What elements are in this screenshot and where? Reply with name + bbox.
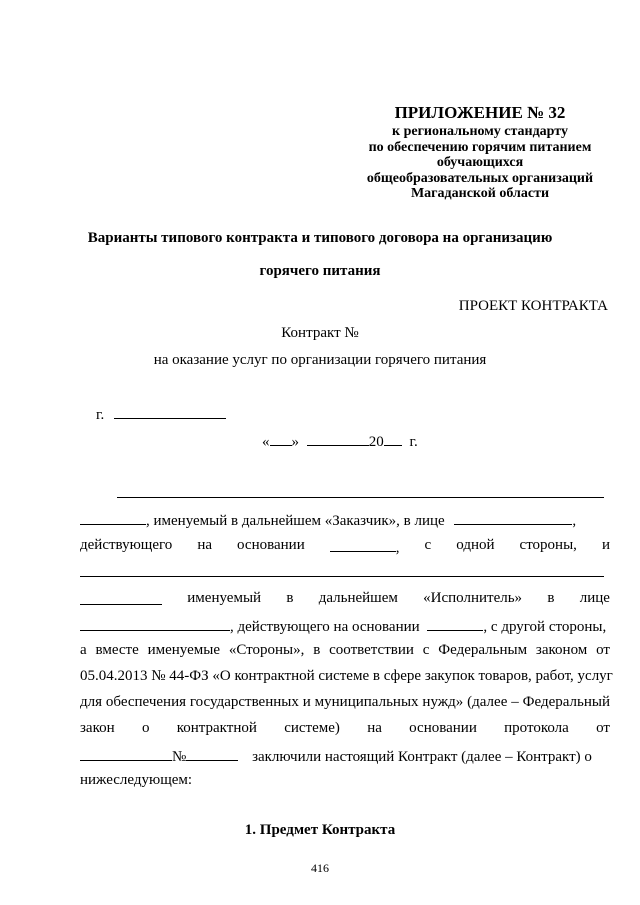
word: в (286, 590, 294, 606)
date-line (262, 431, 418, 451)
word: , (395, 540, 400, 556)
city-blank (114, 404, 226, 419)
body-line-1 (80, 510, 576, 530)
word: в (547, 590, 555, 606)
body-line-3 (80, 590, 610, 607)
draft-label: ПРОЕКТ КОНТРАКТА (458, 298, 608, 314)
protocol-no: № (172, 749, 187, 765)
date-suffix: г. (409, 434, 418, 450)
date-year: 20 (368, 434, 384, 450)
month-blank (307, 431, 369, 446)
contractor-blank (80, 590, 162, 605)
appendix-line-3: обучающихся (436, 155, 524, 170)
word: одной (456, 537, 495, 553)
word: «Исполнитель» (423, 590, 523, 606)
word: на (367, 720, 382, 736)
customer-name-blank (117, 497, 604, 498)
body-line-9-text: заключили настоящий Контракт (далее – Контракт) о (252, 749, 592, 765)
year-blank (384, 431, 402, 446)
body-line-9 (80, 746, 592, 766)
contractor-rep-blank (80, 616, 230, 631)
word: протокола (504, 720, 569, 736)
word: системе) (284, 720, 340, 736)
body-line-4b: , с другой стороны, (483, 619, 607, 635)
appendix-line-2: по обеспечению горячим питанием (368, 139, 592, 155)
contractor-basis-blank (427, 616, 483, 631)
protocol-number-blank (186, 746, 238, 761)
body-line-8 (80, 720, 610, 737)
word: основании (409, 720, 477, 736)
word: от (596, 720, 610, 736)
customer-rep-blank (454, 510, 572, 525)
body-line-7: для обеспечения государственных и муниципальных нужд» (далее – Федеральный (80, 694, 610, 710)
date-open-quote: « (262, 434, 270, 450)
contract-title: Контракт № (281, 325, 359, 341)
contractor-name-blank (80, 576, 604, 577)
word: на (197, 537, 213, 553)
word: именуемый (187, 590, 262, 606)
word: с (424, 537, 432, 553)
word: лице (579, 590, 610, 606)
appendix-line-4: общеобразовательных организаций (366, 170, 594, 186)
customer-blank (80, 510, 146, 525)
word: о (141, 720, 150, 736)
basis-blank (330, 537, 396, 552)
body-line-4a: , действующего на основании (230, 619, 420, 635)
page-number: 416 (311, 861, 329, 875)
word: и (601, 537, 610, 553)
body-line-5: а вместе именуемые «Стороны», в соответствии с Федеральным законом от (80, 642, 610, 658)
word: действующего (80, 537, 173, 553)
word: контрактной (176, 720, 257, 736)
body-line-1-text: , именуемый в дальнейшем «Заказчик», в лице (146, 513, 445, 529)
day-blank (270, 431, 292, 446)
body-line-6: 05.04.2013 № 44-ФЗ «О контрактной системе в сфере закупок товаров, работ, услуг (80, 668, 613, 684)
word: дальнейшем (318, 590, 398, 606)
appendix-title: ПРИЛОЖЕНИЕ № 32 (394, 103, 566, 122)
word: закон (80, 720, 115, 736)
body-line-1-end: , (572, 513, 577, 529)
appendix-header (300, 103, 640, 202)
protocol-date-blank (80, 746, 172, 761)
word: основании (237, 537, 305, 553)
body-line-2 (80, 537, 610, 557)
body-line-4 (80, 616, 606, 636)
date-close-quote: » (291, 434, 299, 450)
city-line (96, 404, 226, 424)
word: стороны, (519, 537, 577, 553)
section-1-heading: 1. Предмет Контракта (244, 822, 396, 838)
city-prefix: г. (96, 407, 105, 423)
body-line-10: нижеследующем: (80, 772, 193, 788)
contract-subtitle: на оказание услуг по организации горячего питания (153, 352, 487, 368)
appendix-line-5: Магаданской области (410, 186, 550, 201)
appendix-line-1: к региональному стандарту (392, 124, 568, 139)
main-title: Варианты типового контракта и типового договора на организацию горячего питания (87, 230, 553, 279)
